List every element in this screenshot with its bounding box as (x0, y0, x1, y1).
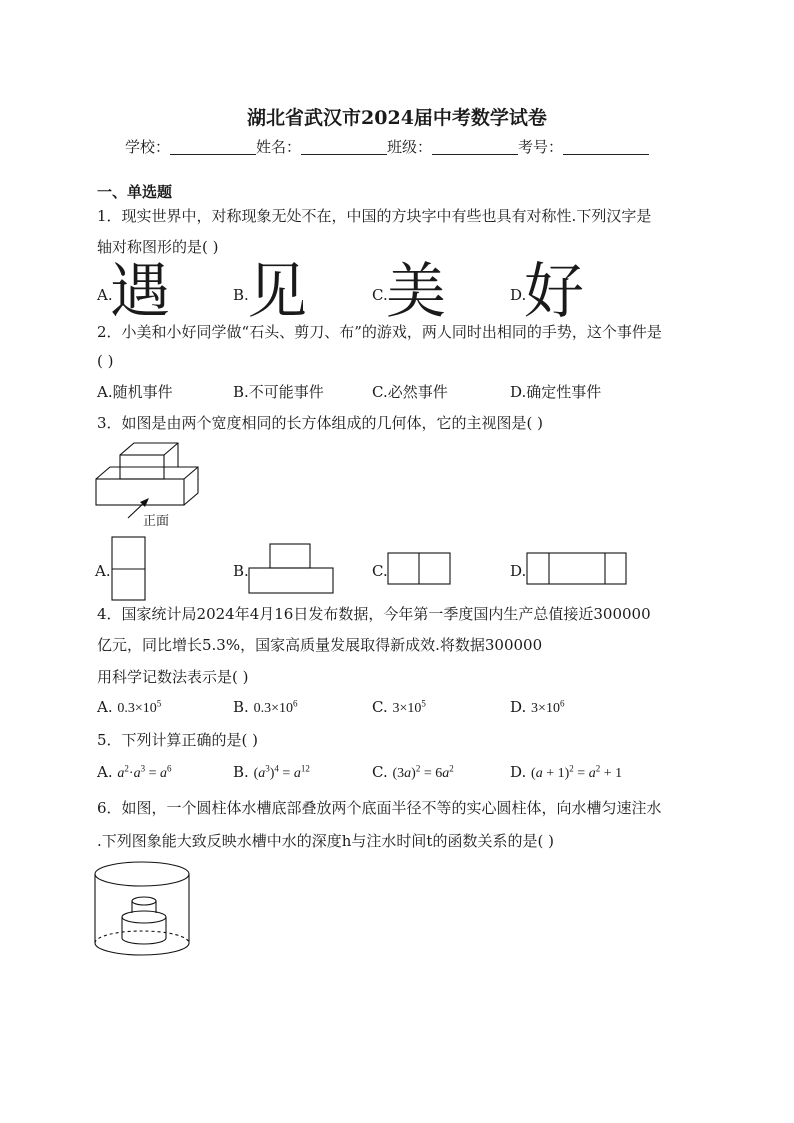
q2-option-c[interactable]: C.必然事件 (372, 383, 448, 401)
q4-option-b-label: B. (233, 698, 249, 716)
q5-option-d-formula: $(a + 1)^2 = a^2 + 1$ (531, 763, 623, 781)
name-label: 姓名： (256, 138, 302, 156)
q5-option-b-formula: $(a^3)^4 = a^{12}$ (253, 763, 310, 781)
q2-stem-line1: 2．小美和小好同学做“石头、剪刀、布”的游戏，两人同时出相同的手势，这个事件是 (97, 323, 662, 341)
q2-option-b[interactable]: B.不可能事件 (233, 383, 324, 401)
q4-option-d-label: D. (510, 698, 527, 716)
q1-option-b-char: 见 (247, 257, 307, 327)
q5-option-a-formula: $a^2\cdot a^3 = a^6$ (117, 763, 172, 781)
q3-front-label: 正面 (143, 514, 170, 529)
q6-stem-line1: 6．如图，一个圆柱体水槽底部叠放两个底面半径不等的实心圆柱体，向水槽匀速注水 (97, 799, 662, 817)
q2-stem-line2: ( ) (97, 352, 114, 370)
q4-stem-line2: 亿元，同比增长5.3%，国家高质量发展取得新成效.将数据300000 (97, 636, 543, 654)
q4-option-b-base: 0.3×10 (253, 701, 293, 716)
q5-option-d-label: D. (510, 763, 527, 781)
q5-option-c-label: C. (372, 763, 388, 781)
q1-option-a-label[interactable]: A. (97, 286, 113, 304)
q3-option-d-label[interactable]: D. (510, 562, 527, 580)
q3-option-a-label[interactable]: A. (95, 562, 111, 580)
q1-stem-line1: 1．现实世界中，对称现象无处不在，中国的方块字中有些也具有对称性.下列汉字是 (97, 207, 652, 225)
class-label: 班级： (387, 138, 433, 156)
q4-option-a-base: 0.3×10 (117, 701, 157, 716)
q1-option-c-char: 美 (386, 257, 446, 327)
page-title: 湖北省武汉市2024届中考数学试卷 (247, 107, 547, 129)
q1-option-c-label[interactable]: C. (372, 286, 388, 304)
q3-option-c-label[interactable]: C. (372, 562, 388, 580)
q4-stem-line3: 用科学记数法表示是( ) (97, 668, 249, 686)
q3-stem: 3．如图是由两个宽度相同的长方体组成的几何体，它的主视图是( ) (97, 414, 544, 432)
section-heading: 一、单选题 (97, 183, 173, 201)
q4-option-a-label: A. (97, 698, 113, 716)
q4-option-d-base: 3×10 (531, 701, 560, 716)
q4-option-c-exp: 5 (421, 698, 426, 709)
q4-option-a-exp: 5 (156, 698, 162, 709)
q4-stem-line1: 4．国家统计局2024年4月16日发布数据，今年第一季度国内生产总值接近300000 (97, 605, 651, 623)
school-label: 学校： (125, 138, 171, 156)
q4-option-c-base: 3×10 (392, 701, 422, 716)
q1-option-a-char: 遇 (110, 257, 170, 327)
q2-option-a[interactable]: A.随机事件 (97, 383, 173, 401)
q1-option-d-label[interactable]: D. (510, 286, 527, 304)
q5-option-b-label: B. (233, 763, 249, 781)
q5-stem: 5．下列计算正确的是( ) (97, 731, 259, 749)
q5-option-a-label: A. (97, 763, 113, 781)
q3-option-b-label[interactable]: B. (233, 562, 249, 580)
q6-stem-line2: .下列图象能大致反映水槽中水的深度h与注水时间t的函数关系的是( ) (97, 832, 554, 850)
q1-stem-line2: 轴对称图形的是( ) (97, 238, 219, 256)
q1-option-b-label[interactable]: B. (233, 286, 249, 304)
q5-option-c-formula: $(3a)^2 = 6a^2$ (392, 763, 454, 781)
number-label: 考号： (518, 138, 564, 156)
q1-option-d-char: 好 (524, 257, 584, 327)
q4-option-b-exp: 6 (292, 698, 298, 709)
q4-option-d-exp: 6 (559, 698, 565, 709)
q4-option-c-label: C. (372, 698, 388, 716)
q2-option-d[interactable]: D.确定性事件 (510, 383, 602, 401)
